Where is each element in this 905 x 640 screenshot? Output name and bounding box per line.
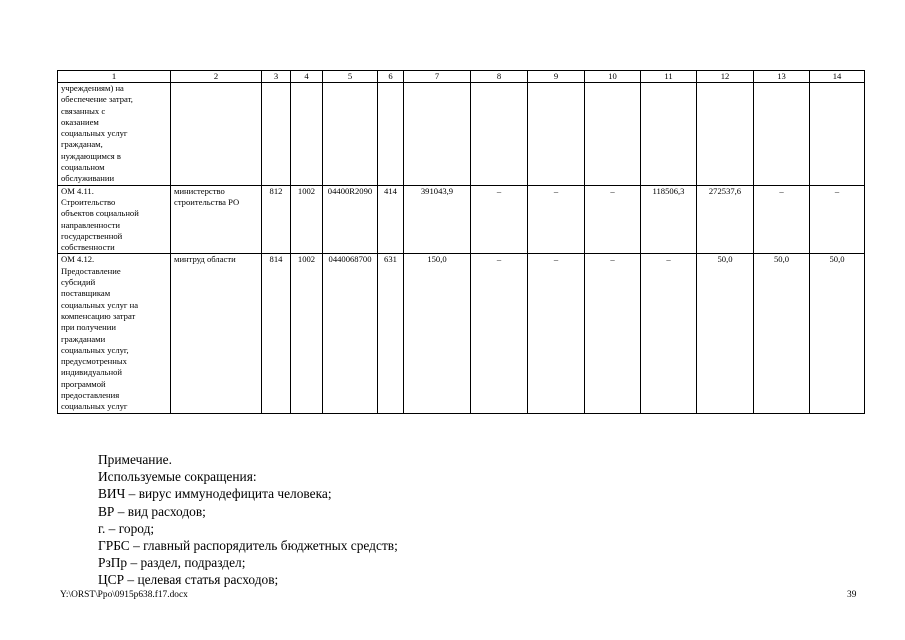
csr-cell: 04400R2090	[323, 185, 378, 254]
year-value-cell: 50,0	[697, 254, 754, 413]
column-number: 10	[585, 71, 641, 83]
table-cell	[404, 83, 471, 186]
vr-cell: 414	[378, 185, 404, 254]
table-cell	[697, 83, 754, 186]
column-number: 11	[641, 71, 697, 83]
cell-line: социальных услуг	[61, 401, 128, 412]
year-value-cell: 118506,3	[641, 185, 697, 254]
cell-line: предусмотренных	[61, 356, 127, 367]
cell-line: министерство	[174, 185, 225, 196]
csr-cell: 0440068700	[323, 254, 378, 413]
table-cell	[585, 83, 641, 186]
cell-line: индивидуальной	[61, 367, 122, 378]
year-value-cell: 50,0	[810, 254, 865, 413]
cell-line: социальных услуг	[61, 128, 128, 139]
year-value-cell: –	[754, 185, 810, 254]
year-value-cell: –	[471, 185, 528, 254]
cell-line: обслуживании	[61, 173, 115, 184]
column-number: 4	[291, 71, 323, 83]
cell-line: объектов социальной	[61, 208, 139, 219]
table-cell	[471, 83, 528, 186]
column-number: 12	[697, 71, 754, 83]
year-value-cell: –	[528, 185, 585, 254]
cell-line: оказанием	[61, 116, 99, 127]
year-value-cell: –	[585, 185, 641, 254]
column-number: 13	[754, 71, 810, 83]
total-cell: 391043,9	[404, 185, 471, 254]
cell-line: обеспечение затрат,	[61, 94, 133, 105]
cell-line: Строительство	[61, 196, 116, 207]
cell-line: гражданами	[61, 333, 106, 344]
cell-line: социальных услуг,	[61, 344, 129, 355]
cell-line: субсидий	[61, 277, 96, 288]
cell-line: Предоставление	[61, 265, 121, 276]
executor-cell	[171, 185, 262, 254]
abbreviations-heading: Используемые сокращения:	[98, 469, 257, 485]
column-number: 9	[528, 71, 585, 83]
table-cell	[291, 83, 323, 186]
year-value-cell: 50,0	[754, 254, 810, 413]
cell-line: гражданам,	[61, 139, 103, 150]
year-value-cell: 272537,6	[697, 185, 754, 254]
budget-table	[57, 70, 865, 414]
table-row	[58, 254, 865, 413]
executor-cell	[171, 83, 262, 186]
column-number: 7	[404, 71, 471, 83]
abbreviation-item: ЦСР – целевая статья расходов;	[98, 572, 279, 588]
table-cell	[754, 83, 810, 186]
table-cell	[262, 83, 291, 186]
file-path: Y:\ORST\Ppo\0915p638.f17.docx	[60, 590, 188, 600]
year-value-cell: –	[528, 254, 585, 413]
vr-cell: 631	[378, 254, 404, 413]
abbreviation-item: ГРБС – главный распорядитель бюджетных средств;	[98, 538, 398, 554]
table-cell	[810, 83, 865, 186]
grbs-cell: 814	[262, 254, 291, 413]
cell-line: ОМ 4.11.	[61, 185, 94, 196]
abbreviation-item: ВР – вид расходов;	[98, 503, 206, 519]
rzpr-cell: 1002	[291, 254, 323, 413]
rzpr-cell: 1002	[291, 185, 323, 254]
column-number: 6	[378, 71, 404, 83]
cell-line: направленности	[61, 219, 120, 230]
cell-line: поставщикам	[61, 288, 111, 299]
cell-line: программой	[61, 378, 106, 389]
cell-line: ОМ 4.12.	[61, 254, 95, 265]
cell-line: государственной	[61, 230, 123, 241]
year-value-cell: –	[585, 254, 641, 413]
table-header-row	[58, 71, 865, 83]
page-number: 39	[847, 590, 857, 600]
cell-line: собственности	[61, 242, 115, 253]
cell-line: минтруд области	[174, 254, 236, 265]
column-number: 3	[262, 71, 291, 83]
abbreviation-item: г. – город;	[98, 520, 155, 536]
cell-line: учреждениям) на	[61, 83, 124, 93]
column-number: 1	[58, 71, 171, 83]
measure-name-cell	[58, 254, 171, 413]
column-number: 8	[471, 71, 528, 83]
measure-name-cell	[58, 185, 171, 254]
table-cell	[323, 83, 378, 186]
column-number: 2	[171, 71, 262, 83]
note-heading: Примечание.	[98, 452, 172, 467]
abbreviation-item: ВИЧ – вирус иммунодефицита человека;	[98, 486, 332, 502]
grbs-cell: 812	[262, 185, 291, 254]
cell-line: нуждающимся в	[61, 150, 121, 161]
cell-line: социальных услуг на	[61, 299, 139, 310]
table-cell	[641, 83, 697, 186]
cell-line: связанных с	[61, 105, 106, 116]
cell-line: социальном	[61, 162, 105, 173]
year-value-cell: –	[471, 254, 528, 413]
year-value-cell: –	[810, 185, 865, 254]
cell-line: строительства РО	[174, 196, 240, 207]
year-value-cell: –	[641, 254, 697, 413]
executor-cell	[171, 254, 262, 413]
cell-line: компенсацию затрат	[61, 310, 136, 321]
abbreviation-item: РзПр – раздел, подраздел;	[98, 555, 246, 571]
cell-line: при получении	[61, 322, 116, 333]
column-number: 5	[323, 71, 378, 83]
total-cell: 150,0	[404, 254, 471, 413]
column-number: 14	[810, 71, 865, 83]
cell-line: предоставления	[61, 390, 120, 401]
table-cell	[528, 83, 585, 186]
notes-block	[98, 451, 398, 589]
table-row	[58, 83, 865, 186]
table-cell	[378, 83, 404, 186]
table-row	[58, 185, 865, 254]
measure-name-cell	[58, 83, 171, 186]
